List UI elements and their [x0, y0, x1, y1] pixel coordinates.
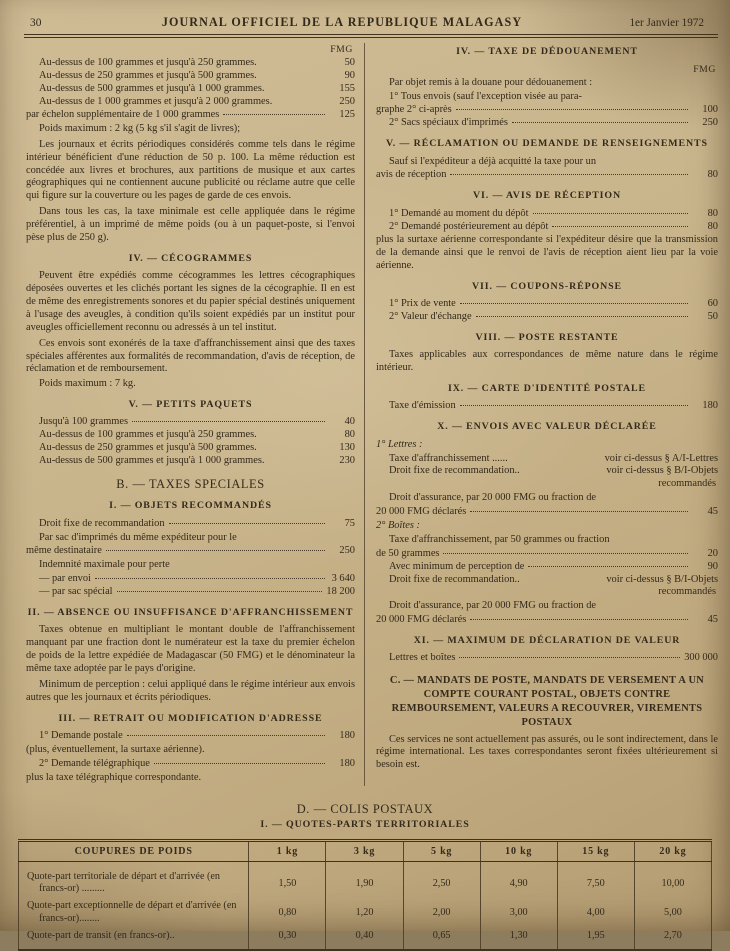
tariff-label: Droit fixe de recommandation — [39, 518, 165, 531]
tariff-value: 250 — [692, 117, 718, 130]
heading-reclamation: V. — RÉCLAMATION OU DEMANDE DE RENSEIGNEMENTS — [376, 138, 718, 150]
dot-leader — [512, 122, 688, 123]
tariff-line — [26, 573, 355, 586]
tariff-ref: voir ci-dessus § B/I-Objets — [606, 465, 718, 478]
dot-leader — [127, 735, 325, 736]
tariff-value: 90 — [692, 561, 718, 574]
tariff-label: Au-dessus de 250 grammes et jusqu'à 500 grammes. — [39, 442, 257, 455]
heading-petits-paquets: V. — PETITS PAQUETS — [26, 399, 355, 411]
cell: 5,00 — [634, 898, 711, 928]
heading-avis-reception: VI. — AVIS DE RÉCEPTION — [376, 190, 718, 202]
tariff-label: 20 000 FMG déclarés — [376, 506, 466, 519]
tariff-value: 80 — [692, 208, 718, 221]
tariff-line — [376, 104, 718, 117]
tariff-value: 90 — [329, 70, 355, 83]
cell: 0,80 — [249, 898, 326, 928]
tariff-label: 1° Demandé au moment du dépôt — [389, 208, 529, 221]
table-row — [19, 861, 712, 898]
tariff-value: 130 — [329, 442, 355, 455]
para-taxe-minimale: Dans tous les cas, la taxe minimale est celle appliquée dans le régime préférentiel, à un imprimé de même poids (ou à un paquet-poste, si l'envoi pèse plus de 250 g). — [26, 206, 355, 245]
para-minimum-perception: Minimum de perception : celui appliqué dans le régime intérieur aux envois autres que les journaux et écrits périodiques. — [26, 679, 355, 705]
tariff-label: — par sac spécial — [39, 586, 113, 599]
tariff-value: 125 — [329, 109, 355, 122]
intro-douane: Par objet remis à la douane pour dédouanement : — [376, 77, 718, 90]
tariff-label: 1° Demande postale — [39, 730, 123, 743]
tariff-label-wrap: Droit d'assurance, par 20 000 FMG ou fraction de — [376, 600, 718, 613]
para-poste-restante: Taxes applicables aux correspondances de même nature dans le régime intérieur. — [376, 349, 718, 375]
tariff-line — [26, 57, 355, 70]
tariff-value: 60 — [692, 298, 718, 311]
tariff-label: même destinataire — [26, 545, 102, 558]
dot-leader — [154, 763, 325, 764]
heading-coupons-reponse: VII. — COUPONS-RÉPONSE — [376, 281, 718, 293]
tariff-line — [376, 298, 718, 311]
para-journaux: Les journaux et écrits périodiques considérés comme tels dans le régime intérieur bénéficient d'une réduction de 50 p. 100. La même réduction est concédée aux livres et brochures, aux partitions de musique et aux cartes géographiques qui ne contiennent aucune publicité ou réclame autre que celle qui figure sur la couverture ou les pages de garde de ces envois. — [26, 139, 355, 203]
tariff-label: Droit fixe de recommandation.. — [389, 574, 520, 587]
tariff-label: Taxe d'émission — [389, 400, 456, 413]
para-mandats: Ces services ne sont actuellement pas assurés, ou le sont indirectement, dans le régime international. Les taxes correspondantes seront fixées ultérieurement si besoin est. — [376, 734, 718, 773]
tariff-label: de 50 grammes — [376, 548, 439, 561]
tariff-label-wrap: Sauf si l'expéditeur a déjà acquitté la taxe pour un — [376, 156, 718, 169]
cell: 2,50 — [403, 861, 480, 898]
dot-leader — [460, 303, 688, 304]
heading-absence-affranchissement: II. — ABSENCE OU INSUFFISANCE D'AFFRANCHISSEMENT — [26, 607, 355, 619]
heading-valeur-declaree: X. — ENVOIS AVEC VALEUR DÉCLARÉE — [376, 421, 718, 433]
tariff-ref: voir ci-dessus § A/I-Lettres — [605, 453, 718, 466]
dot-leader — [456, 109, 688, 110]
col-header-3kg: 3 kg — [326, 840, 403, 861]
tariff-line — [376, 614, 718, 627]
cell: 4,90 — [480, 861, 557, 898]
tariff-value: 18 200 — [326, 586, 355, 599]
tariff-label: Au-dessus de 1 000 grammes et jusqu'à 2 000 grammes. — [39, 96, 272, 109]
tariff-line — [26, 545, 355, 558]
tariff-line — [26, 518, 355, 531]
heading-taxes-speciales: B. — TAXES SPECIALES — [26, 477, 355, 492]
tariff-line — [26, 455, 355, 468]
tariff-line — [26, 586, 355, 599]
tariff-line — [376, 548, 718, 561]
tariff-line — [26, 109, 355, 122]
row-label: Quote-part de transit (en francs-or).. — [19, 928, 249, 951]
cell: 3,00 — [480, 898, 557, 928]
tariff-label-wrap: 1° Tous envois (sauf l'exception visée au para- — [376, 91, 718, 104]
tariff-label: Au-dessus de 500 grammes et jusqu'à 1 000 grammes. — [39, 83, 265, 96]
issue-date: 1er Janvier 1972 — [594, 17, 704, 29]
heading-quotes-parts: I. — QUOTES-PARTS TERRITORIALES — [0, 819, 730, 830]
tariff-label: 2° Sacs spéciaux d'imprimés — [389, 117, 508, 130]
tariff-value: 45 — [692, 614, 718, 627]
row-label: Quote-part territoriale de départ et d'arrivée (en francs-or) ......... — [19, 861, 249, 898]
tariff-label: 2° Demande télégraphique — [39, 758, 150, 771]
tariff-value: 75 — [329, 518, 355, 531]
cell: 1,30 — [480, 928, 557, 951]
heading-mandats: C. — MANDATS DE POSTE, MANDATS DE VERSEMENT A UN COMPTE COURANT POSTAL, OBJETS CONTRE REMBOURSEMENT, VALEURS A RECOUVRER, VIREMENTS POSTAUX — [378, 674, 716, 729]
cell: 1,95 — [557, 928, 634, 951]
tariff-value: 180 — [329, 758, 355, 771]
tariff-label: par échelon supplémentaire de 1 000 grammes — [26, 109, 219, 122]
tariff-line — [26, 96, 355, 109]
tariff-line — [376, 400, 718, 413]
tariff-value: 50 — [329, 57, 355, 70]
tariff-value: 80 — [692, 169, 718, 182]
page-number: 30 — [30, 17, 90, 29]
tariff-ref-wrap: recommandés — [376, 586, 718, 599]
tariff-label: 1° Prix de vente — [389, 298, 456, 311]
heading-retrait-modification: III. — RETRAIT OU MODIFICATION D'ADRESSE — [26, 713, 355, 725]
tariff-ref-wrap: recommandés — [376, 478, 718, 491]
cell: 1,50 — [249, 861, 326, 898]
tariff-value: 100 — [692, 104, 718, 117]
cell: 7,50 — [557, 861, 634, 898]
right-column — [364, 43, 718, 785]
cell: 1,90 — [326, 861, 403, 898]
col-header-1kg: 1 kg — [249, 840, 326, 861]
tariff-value: 180 — [329, 730, 355, 743]
heading-taxe-dedouanement: IV. — TAXE DE DÉDOUANEMENT — [376, 46, 718, 58]
tariff-value: 20 — [692, 548, 718, 561]
dot-leader — [552, 226, 688, 227]
tariff-note: plus la taxe télégraphique correspondante. — [26, 772, 355, 785]
tariff-value: 50 — [692, 311, 718, 324]
para-cecogrammes-2: Ces envois sont exonérés de la taxe d'affranchissement ainsi que des taxes spéciales afférentes aux formalités de recommandation, d'avis de réception, de réclamation et de remboursement. — [26, 338, 355, 377]
tariff-line — [376, 652, 718, 665]
tariff-label: 2° Demandé postérieurement au dépôt — [389, 221, 548, 234]
heading-maximum-declaration: XI. — MAXIMUM DE DÉCLARATION DE VALEUR — [376, 635, 718, 647]
cell: 0,65 — [403, 928, 480, 951]
dot-leader — [106, 550, 325, 551]
tariff-label-group: Indemnité maximale pour perte — [26, 559, 355, 572]
dot-leader — [169, 523, 325, 524]
dot-leader — [95, 578, 325, 579]
dot-leader — [533, 213, 689, 214]
tariff-label: Droit fixe de recommandation.. — [389, 465, 520, 478]
page-header — [0, 0, 730, 32]
tariff-value: 250 — [329, 96, 355, 109]
para-absence: Taxes obtenue en multipliant le montant double de l'affranchissement manquant par une fraction dont le numérateur est la taxe du premier échelon de poids de la lettre expédiée de Madagascar (50 FMG) et le dénominateur la même taxe adoptée par le pays d'origine. — [26, 624, 355, 676]
dot-leader — [460, 405, 688, 406]
tariff-value: 3 640 — [329, 573, 355, 586]
tariff-value: 230 — [329, 455, 355, 468]
tariff-label: 20 000 FMG déclarés — [376, 614, 466, 627]
heading-poste-restante: VIII. — POSTE RESTANTE — [376, 332, 718, 344]
row-label: Quote-part exceptionnelle de départ et d'arrivée (en francs-or)........ — [19, 898, 249, 928]
currency-label: FMG — [26, 44, 353, 56]
tariff-value: 40 — [329, 416, 355, 429]
col-header-15kg: 15 kg — [557, 840, 634, 861]
cell: 2,70 — [634, 928, 711, 951]
col-header-10kg: 10 kg — [480, 840, 557, 861]
tariff-line — [376, 574, 718, 587]
tariff-line — [26, 442, 355, 455]
table-row — [19, 928, 712, 951]
tariff-label-wrap: Droit d'assurance, par 20 000 FMG ou fraction de — [376, 492, 718, 505]
tariff-line — [376, 117, 718, 130]
tariff-line — [26, 758, 355, 771]
colis-postaux-section — [0, 802, 730, 951]
tariff-line — [26, 70, 355, 83]
cell: 0,40 — [326, 928, 403, 951]
tariff-label: Taxe d'affranchissement ...... — [389, 453, 508, 466]
tariff-label: — par envoi — [39, 573, 91, 586]
note-poids-max-7kg: Poids maximum : 7 kg. — [26, 378, 355, 391]
dot-leader — [476, 316, 688, 317]
dot-leader — [470, 511, 688, 512]
tariff-label: Au-dessus de 100 grammes et jusqu'à 250 grammes. — [39, 57, 257, 70]
dot-leader — [470, 619, 688, 620]
tariff-value: 80 — [692, 221, 718, 234]
col-header-coupures: COUPURES DE POIDS — [19, 840, 249, 861]
dot-leader — [459, 657, 680, 658]
tariff-line — [376, 311, 718, 324]
tariff-label: 2° Valeur d'échange — [389, 311, 472, 324]
tariff-value: 180 — [692, 400, 718, 413]
tariff-label: Avec minimum de perception de — [389, 561, 524, 574]
cell: 2,00 — [403, 898, 480, 928]
quotes-parts-table — [18, 839, 712, 951]
para-avis-surtaxe: plus la surtaxe aérienne correspondante si l'expéditeur désire que la transmission de la demande ainsi que le renvoi de l'avis de réception aient lieu par la voie aérienne. — [376, 234, 718, 273]
col-header-5kg: 5 kg — [403, 840, 480, 861]
para-cecogrammes-1: Peuvent être expédiés comme cécogrammes les lettres cécographiques déposées ouvertes et les clichés portant les signes de la cécographie. Il en est de même des enregistrements sonores et du papier spécial destinés uniquement à l'usage des aveugles, à condition qu'ils soient expédiés par un institut pour aveugles officiellement reconnu ou adressés à un tel institut. — [26, 270, 355, 334]
left-column — [26, 43, 364, 785]
dot-leader — [223, 114, 325, 115]
tariff-value: 80 — [329, 429, 355, 442]
currency-label: FMG — [376, 64, 716, 76]
cell: 0,30 — [249, 928, 326, 951]
tariff-value: 250 — [329, 545, 355, 558]
cell: 10,00 — [634, 861, 711, 898]
table-header-row — [19, 840, 712, 861]
tariff-label: Jusqu'à 100 grammes — [39, 416, 128, 429]
tariff-line — [26, 83, 355, 96]
tariff-value: 300 000 — [684, 652, 718, 665]
tariff-label: Au-dessus de 250 grammes et jusqu'à 500 grammes. — [39, 70, 257, 83]
tariff-line — [376, 465, 718, 478]
tariff-line — [376, 453, 718, 466]
journal-title: JOURNAL OFFICIEL DE LA REPUBLIQUE MALAGASY — [90, 15, 594, 30]
tariff-label-wrap: Taxe d'affranchissement, par 50 grammes ou fraction — [376, 534, 718, 547]
dot-leader — [450, 174, 688, 175]
tariff-line — [376, 169, 718, 182]
dot-leader — [443, 553, 688, 554]
tariff-label: Lettres et boîtes — [389, 652, 455, 665]
tariff-label-wrap: Par sac d'imprimés du même expéditeur pour le — [26, 532, 355, 545]
tariff-line — [376, 221, 718, 234]
tariff-line — [26, 730, 355, 743]
heading-cecogrammes: IV. — CÉCOGRAMMES — [26, 253, 355, 265]
tariff-value: 45 — [692, 506, 718, 519]
tariff-line — [376, 208, 718, 221]
tariff-value: 155 — [329, 83, 355, 96]
tariff-ref: voir ci-dessus § B/I-Objets — [606, 574, 718, 587]
dot-leader — [528, 566, 688, 567]
tariff-label: avis de réception — [376, 169, 446, 182]
dot-leader — [132, 421, 325, 422]
heading-objets-recommandes: I. — OBJETS RECOMMANDÉS — [26, 500, 355, 512]
tariff-line — [376, 561, 718, 574]
tariff-line — [376, 506, 718, 519]
note-poids-max-2kg: Poids maximum : 2 kg (5 kg s'il s'agit de livres); — [26, 123, 355, 136]
table-row — [19, 898, 712, 928]
tariff-line — [26, 416, 355, 429]
tariff-label: graphe 2° ci-après — [376, 104, 452, 117]
tariff-label: Au-dessus de 100 grammes et jusqu'à 250 grammes. — [39, 429, 257, 442]
cell: 1,20 — [326, 898, 403, 928]
tariff-note: (plus, éventuellement, la surtaxe aérienne). — [26, 744, 355, 757]
col-header-20kg: 20 kg — [634, 840, 711, 861]
two-column-body — [0, 38, 730, 785]
heading-carte-identite: IX. — CARTE D'IDENTITÉ POSTALE — [376, 383, 718, 395]
sub-boites: 2° Boîtes : — [376, 520, 718, 533]
tariff-line — [26, 429, 355, 442]
sub-lettres: 1° Lettres : — [376, 439, 718, 452]
heading-colis-postaux: D. — COLIS POSTAUX — [0, 802, 730, 817]
cell: 4,00 — [557, 898, 634, 928]
tariff-label: Au-dessus de 500 grammes et jusqu'à 1 000 grammes. — [39, 455, 265, 468]
dot-leader — [117, 591, 323, 592]
